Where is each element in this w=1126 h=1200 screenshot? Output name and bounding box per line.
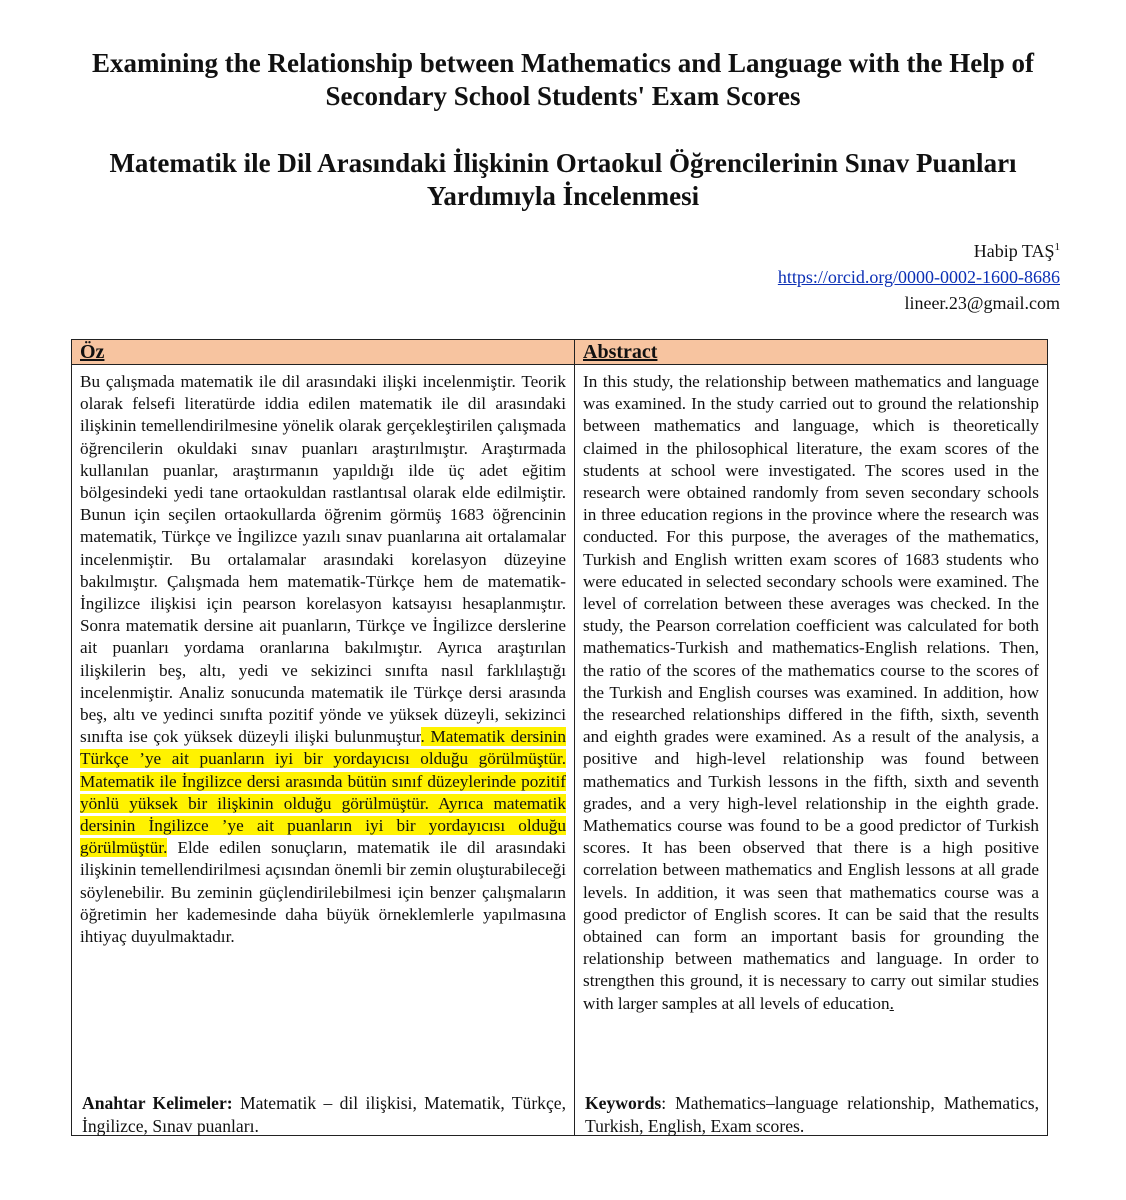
abstract-keywords-label: Keywords xyxy=(585,1093,662,1113)
oz-highlighted-text: . Matematik dersinin Türkçe ’ye ait puanların iyi bir yordayıcısı olduğu görülmüştür. Matematik ile İngilizce dersi arasında bütün sınıf düzeylerinde pozitif yönlü yüksek bir ilişkinin olduğu görülmüştür. Ayrıca matematik dersinin İngilizce ’ye ait puanların iyi bir yordayıcısı olduğu görülmüştür. xyxy=(80,727,566,858)
author-name: Habip TAŞ$^1$ xyxy=(973,241,1060,261)
abstract-keywords: Keywords: Mathematics–language relationship, Mathematics, Turkish, English, Exam scores. xyxy=(585,1093,1039,1136)
abstract-cell xyxy=(575,365,1048,1136)
author-block xyxy=(778,234,1060,316)
oz-keywords: Anahtar Kelimeler: Matematik – dil ilişkisi, Matematik, Türkçe, İngilizce, Sınav puanları. xyxy=(82,1093,566,1136)
abstract-heading: Abstract xyxy=(575,340,1048,365)
abstract-text: In this study, the relationship between mathematics and language was examined. In the study carried out to ground the relationship between mathematics and language, which is theoretically claimed in the philosophical literature, the exam scores of the students at school were investigated. The scores used in the research were obtained randomly from seven secondary schools in three education regions in the province where the research was conducted. For this purpose, the averages of the mathematics, Turkish and English written exam scores of 1683 students who were educated in selected secondary schools were examined. The level of correlation between these averages was checked. In the study, the Pearson correlation coefficient was calculated for both mathematics-Turkish and mathematics-English relations. Then, the ratio of the scores of the mathematics course to the scores of the Turkish and English courses was examined. In addition, how the researched relationships differed in the fifth, sixth, seventh and eighth grades were examined. As a result of the analysis, a positive and high-level relationship was found between mathematics and Turkish lessons in the fifth, sixth and seventh grades, and a very high-level relationship in the eighth grade. Mathematics course was found to be a good predictor of Turkish scores. It has been observed that there is a high positive correlation between mathematics and English lessons at all grade levels. In addition, it was seen that mathematics course was a good predictor of English scores. It can be said that the results obtained can form an important basis for grounding the relationship between mathematics and language. In order to strengthen this ground, it is necessary to carry out similar studies with larger samples at all levels of education. xyxy=(583,372,1039,1013)
author-email: lineer.23@gmail.com xyxy=(904,293,1060,313)
title-turkish: Matematik ile Dil Arasındaki İlişkinin Ortaokul Öğrencilerinin Sınav Puanları Yardımıyla İncelenmesi xyxy=(109,148,1017,211)
orcid-link[interactable]: https://orcid.org/0000-0002-1600-8686 xyxy=(777,267,1060,287)
oz-text: Bu çalışmada matematik ile dil arasındaki ilişki incelenmiştir. Teorik olarak felsefi literatürde iddia edilen matematik ile dil arasındaki ilişkinin temellendirilmesine yönelik olarak gerçekleştirilen çalışmada öğrencilerin okuldaki sınav puanları araştırılmıştır. Araştırmada kullanılan puanlar, araştırmanın yapıldığı ilde üç adet eğitim bölgesindeki yedi tane ortaokuldan rastlantısal olarak elde edilmiştir. Bunun için seçilen ortaokullarda öğrenim görmüş 1683 öğrencinin matematik, Türkçe ve İngilizce yazılı sınav puanlarına ait ortalamalar incelenmiştir. Bu ortalamalar arasındaki korelasyon düzeyine bakılmıştır. Çalışmada hem matematik-Türkçe hem de matematik-İngilizce ilişkisi için pearson korelasyon katsayısı hesaplanmıştır. Sonra matematik dersine ait puanların, Türkçe ve İngilizce derslerine ait puanları yordama oranlarına bakılmıştır. Ayrıca araştırılan ilişkilerin beş, altı, yedi ve sekizinci sınıfta nasıl farklılaştığı incelenmiştir. Analiz sonucunda matematik ile Türkçe dersi arasında beş, altı ve yedinci sınıfta pozitif yönde ve yüksek düzeyli, sekizinci sınıfta ise çok yüksek düzeyli ilişki bulunmuştur. Matematik dersinin Türkçe ’ye ait puanların iyi bir yordayıcısı olduğu görülmüştür. Matematik ile İngilizce dersi arasında bütün sınıf düzeylerinde pozitif yönlü yüksek bir ilişkinin olduğu görülmüştür. Ayrıca matematik dersinin İngilizce ’ye ait puanların iyi bir yordayıcısı olduğu görülmüştür. Elde edilen sonuçların, matematik ile dil arasındaki ilişkinin temellendirilmesi açısından önemli bir zemin oluşturabileceği söylenebilir. Bu zeminin güçlendirilebilmesi için benzer çalışmaların öğretimin her kademesinde daha büyük örneklemlerle yapılmasına ihtiyaç duyulmaktadır. xyxy=(80,372,566,947)
oz-heading: Öz xyxy=(72,340,575,365)
abstract-table xyxy=(71,339,1048,1136)
author-footnote-marker: 1 xyxy=(1054,241,1060,253)
oz-keywords-label: Anahtar Kelimeler: xyxy=(82,1093,233,1113)
oz-cell xyxy=(72,365,575,1136)
title-english: Examining the Relationship between Mathematics and Language with the Help of Secondary School Students' Exam Scores xyxy=(91,48,1035,111)
